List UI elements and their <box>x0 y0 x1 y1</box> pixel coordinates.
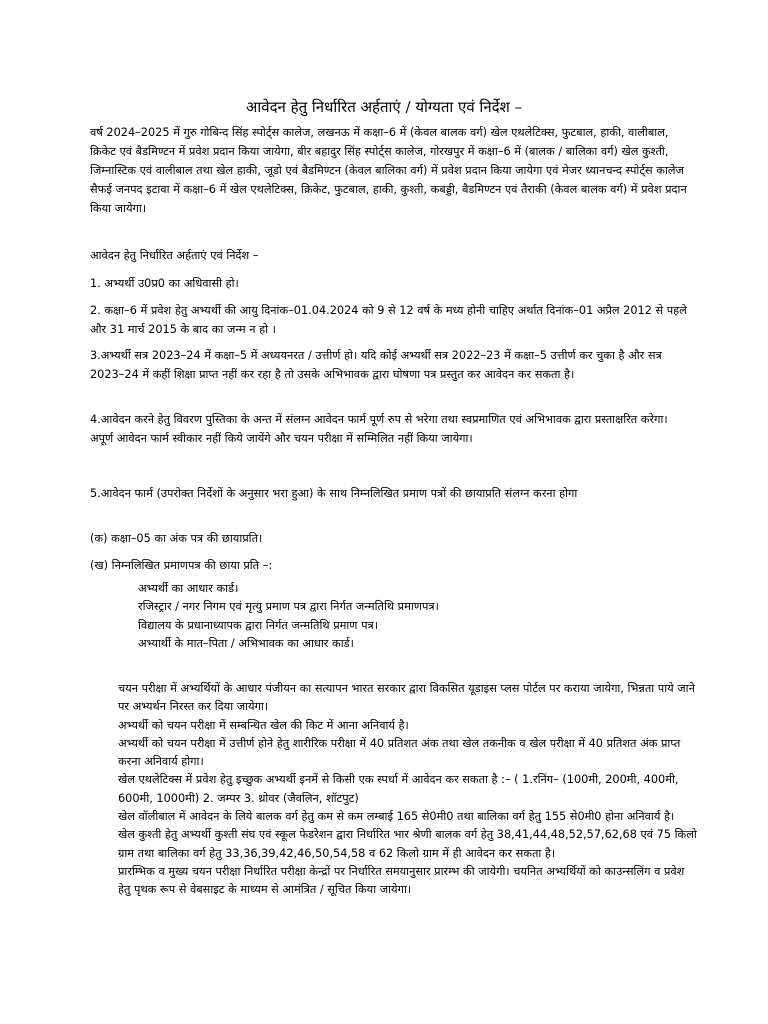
note-item: प्रारम्भिक व मुख्य चयन परीक्षा निर्धारित परीक्षा केन्द्रों पर निर्धारित समयानुसार प्रारम्भ की जायेगी। चयनित अभ्यर्थियों को काउन्सलिंग व प्रवेश हेतु पृथक रूप से वेबसाइट के माध्यम से आमंत्रित / सूचित किया जायेगा। <box>118 864 685 897</box>
note-item: खेल कुश्ती हेतु अभ्यर्थी कुश्ती संघ एवं स्कूल फेडरेशन द्वारा निर्धारित भार श्रेणी बालक वर्ग हेतु 38,41,44,48,52,57,62,68 एवं 75 किलो ग्राम तथा बालिका वर्ग हेतु 33,36,39,42,46,50,54,58 व 62 किलो ग्राम में ही आवेदन कर सकता है। <box>118 828 697 860</box>
instruction-item-5: 5.आवेदन फार्म (उपरोक्त निर्देशों के अनुसार भरा हुआ) के साथ निम्नलिखित प्रमाण पत्रों की छायाप्रति संलग्न करना होगा <box>90 487 578 500</box>
note-item: खेल एथलेटिक्स में प्रवेश हेतु इच्छुक अभ्यर्थी इनमें से किसी एक स्पर्धा में आवेदन कर सकता है :– ( 1.रनिंग– (100मी, 200मी, 400मी, 600मी, 1000मी) 2. जम्पर 3. थ्रोवर (जैवलिन, शॉटपुट) <box>118 773 679 805</box>
instruction-item-3: 3.अभ्यर्थी सत्र 2023–24 में कक्षा–5 में अध्ययनरत / उत्तीर्ण हो। यदि कोई अभ्यर्थी सत्र 2022–23 में कक्षा–5 उत्तीर्ण कर चुका है और सत्र 2023–24 में कहीं शिक्षा प्राप्त नहीं कर रहा है तो उसके अभिभावक द्वारा घोषणा पत्र प्रस्तुत कर आवेदन कर सकता है। <box>90 349 662 381</box>
instruction-item-1: 1. अभ्यर्थी उ0प्र0 का अधिवासी हो। <box>90 277 239 290</box>
note-item: खेल वॉलीबाल में आवेदन के लिये बालक वर्ग हेतु कम से कम लम्बाई 165 से0मी0 तथा बालिका वर्ग हेतु 155 से0मी0 होना अनिवार्य है। <box>118 810 675 824</box>
instruction-item-4: 4.आवेदन करने हेतु विवरण पुस्तिका के अन्त में संलग्न आवेदन फार्म पूर्ण रुप से भरेगा तथा स्वप्रमाणित एवं अभिभावक द्वारा प्रस्ताक्षरित करेगा। अपूर्ण आवेदन फार्म स्वीकार नहीं किये जायेंगे और चयन परीक्षा में सम्मिलित नहीं किया जायेगा। <box>90 413 668 445</box>
note-item: अभ्यर्थी को चयन परीक्षा में उत्तीर्ण होने हेतु शारीरिक परीक्षा में 40 प्रतिशत अंक तथा खेल तकनीक व खेल परीक्षा में 40 प्रतिशत अंक प्राप्त करना अनिवार्य होगा। <box>118 736 681 769</box>
document-item: अभ्यार्थी के मात–पिता / अभिभावक का आधार कार्ड। <box>138 636 354 650</box>
section-subheading: आवेदन हेतु निर्धारित अर्हताएं एवं निर्देश – <box>90 249 259 262</box>
page-title: आवेदन हेतु निर्धारित अर्हताएं / योग्यता एवं निर्देश – <box>245 98 523 116</box>
document-item: विद्यालय के प्रधानाध्यापक द्वारा निर्गत जन्मतिथि प्रमाण पत्र। <box>138 618 379 632</box>
notes-section <box>118 680 698 900</box>
instruction-item-2: 2. कक्षा–6 में प्रवेश हेतु अभ्यर्थी की आयु दिनांक–01.04.2024 को 9 से 12 वर्ष के मध्य होनी चाहिए अर्थात दिनांक–01 अप्रैल 2012 से पहले और 31 मार्च 2015 के बाद का जन्म न हो । <box>90 304 687 336</box>
document-item: अभ्यर्थी का आधार कार्ड। <box>138 582 239 595</box>
document-list <box>138 580 698 653</box>
note-item: अभ्यर्थी को चयन परीक्षा में सम्बन्धित खेल की किट में आना अनिवार्य है। <box>118 718 409 732</box>
sub-item-a: (क) कक्षा–05 का अंक पत्र की छायाप्रति। <box>90 532 263 545</box>
note-item: चयन परीक्षा में अभ्यर्थियों के आधार पंजीयन का सत्यापन भारत सरकार द्वारा विकसित यूडाइस प्लस पोर्टल पर कराया जायेगा, भिन्नता पाये जाने पर अभ्यर्थन निरस्त कर दिया जायेगा। <box>118 682 695 714</box>
document-item: रजिस्ट्रार / नगर निगम एवं मृत्यु प्रमाण पत्र द्वारा निर्गत जन्मतिथि प्रमाणपत्र। <box>138 600 439 614</box>
intro-paragraph: वर्ष 2024–2025 में गुरु गोबिन्द सिंह स्पोर्ट्स कालेज, लखनऊ में कक्षा–6 में (केवल बालक वर्ग) खेल एथलेटिक्स, फुटबाल, हाकी, वालीबाल, क्रिकेट एवं बैडमिण्टन में प्रवेश प्रदान किया जायेगा, बीर बहादुर सिंह स्पोर्ट्स कालेज, गोरखपुर में कक्षा–6 में (बालक / बालिका वर्ग) खेल कुश्ती, जिम्नास्टिक एवं वालीबाल तथा खेल हाकी, जूडो एवं बैडमिण्टन (केवल बालिका वर्ग) में प्रवेश प्रदान किया जायेगा एवं मेजर ध्यानचन्द स्पोर्ट्स कालेज सैफई जनपद इटावा में कक्षा–6 में खेल एथलेटिक्स, क्रिकेट, फुटबाल, हाकी, कुश्ती, कबड्डी, बैडमिण्टन एवं तैराकी (केवल बालक वर्ग) में प्रवेश प्रदान किया जायेगा। <box>90 126 687 215</box>
sub-item-b: (ख) निम्नलिखित प्रमाणपत्र की छाया प्रति –: <box>90 559 273 572</box>
